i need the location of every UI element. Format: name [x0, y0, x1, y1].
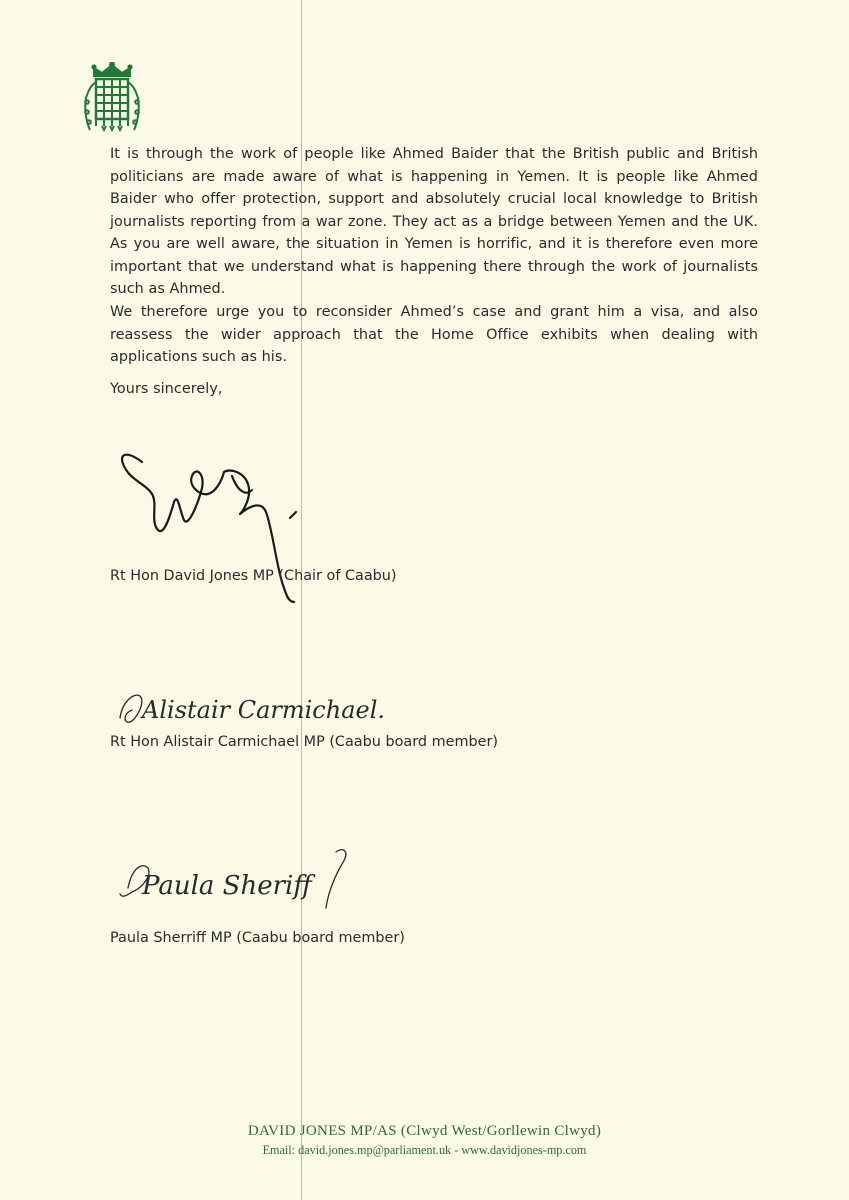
signatory-name-2: Rt Hon Alistair Carmichael MP (Caabu board member) — [110, 734, 498, 750]
closing-salutation: Yours sincerely, — [110, 381, 223, 397]
signature-paula-text: Paula Sheriff — [142, 871, 312, 901]
body-paragraph-2: We therefore urge you to reconsider Ahmed’s case and grant him a visa, and also reassess the wider approach that the Home Office exhibits when dealing with applications such as his. — [110, 304, 758, 365]
signatory-name-3: Paula Sherriff MP (Caabu board member) — [110, 930, 405, 946]
signature-paula-sherriff — [112, 838, 372, 918]
footer-name: DAVID JONES MP/AS (Clwyd West/Gorllewin Clwyd) — [247, 1123, 602, 1139]
portcullis-crest-icon — [80, 62, 144, 134]
signatory-name-1: Rt Hon David Jones MP (Chair of Caabu) — [110, 568, 397, 584]
body-paragraph-1: It is through the work of people like Ahmed Baider that the British public and British politicians are made aware of what is happening in Yemen. It is people like Ahmed Baider who offer protection, support and absolutely crucial local knowledge to British journalists reporting from a war zone. They act as a bridge between Yemen and the UK. As you are well aware, the situation in Yemen is horrific, and it is therefore even more important that we understand what is happening there through the work of journalists such as Ahmed. — [110, 146, 758, 297]
signature-alistair-text: Alistair Carmichael. — [142, 696, 386, 724]
signature-david-jones — [112, 432, 312, 612]
signature-alistair-carmichael — [112, 680, 432, 740]
footer-contact: Email: david.jones.mp@parliament.uk - www.davidjones-mp.com — [262, 1143, 587, 1157]
